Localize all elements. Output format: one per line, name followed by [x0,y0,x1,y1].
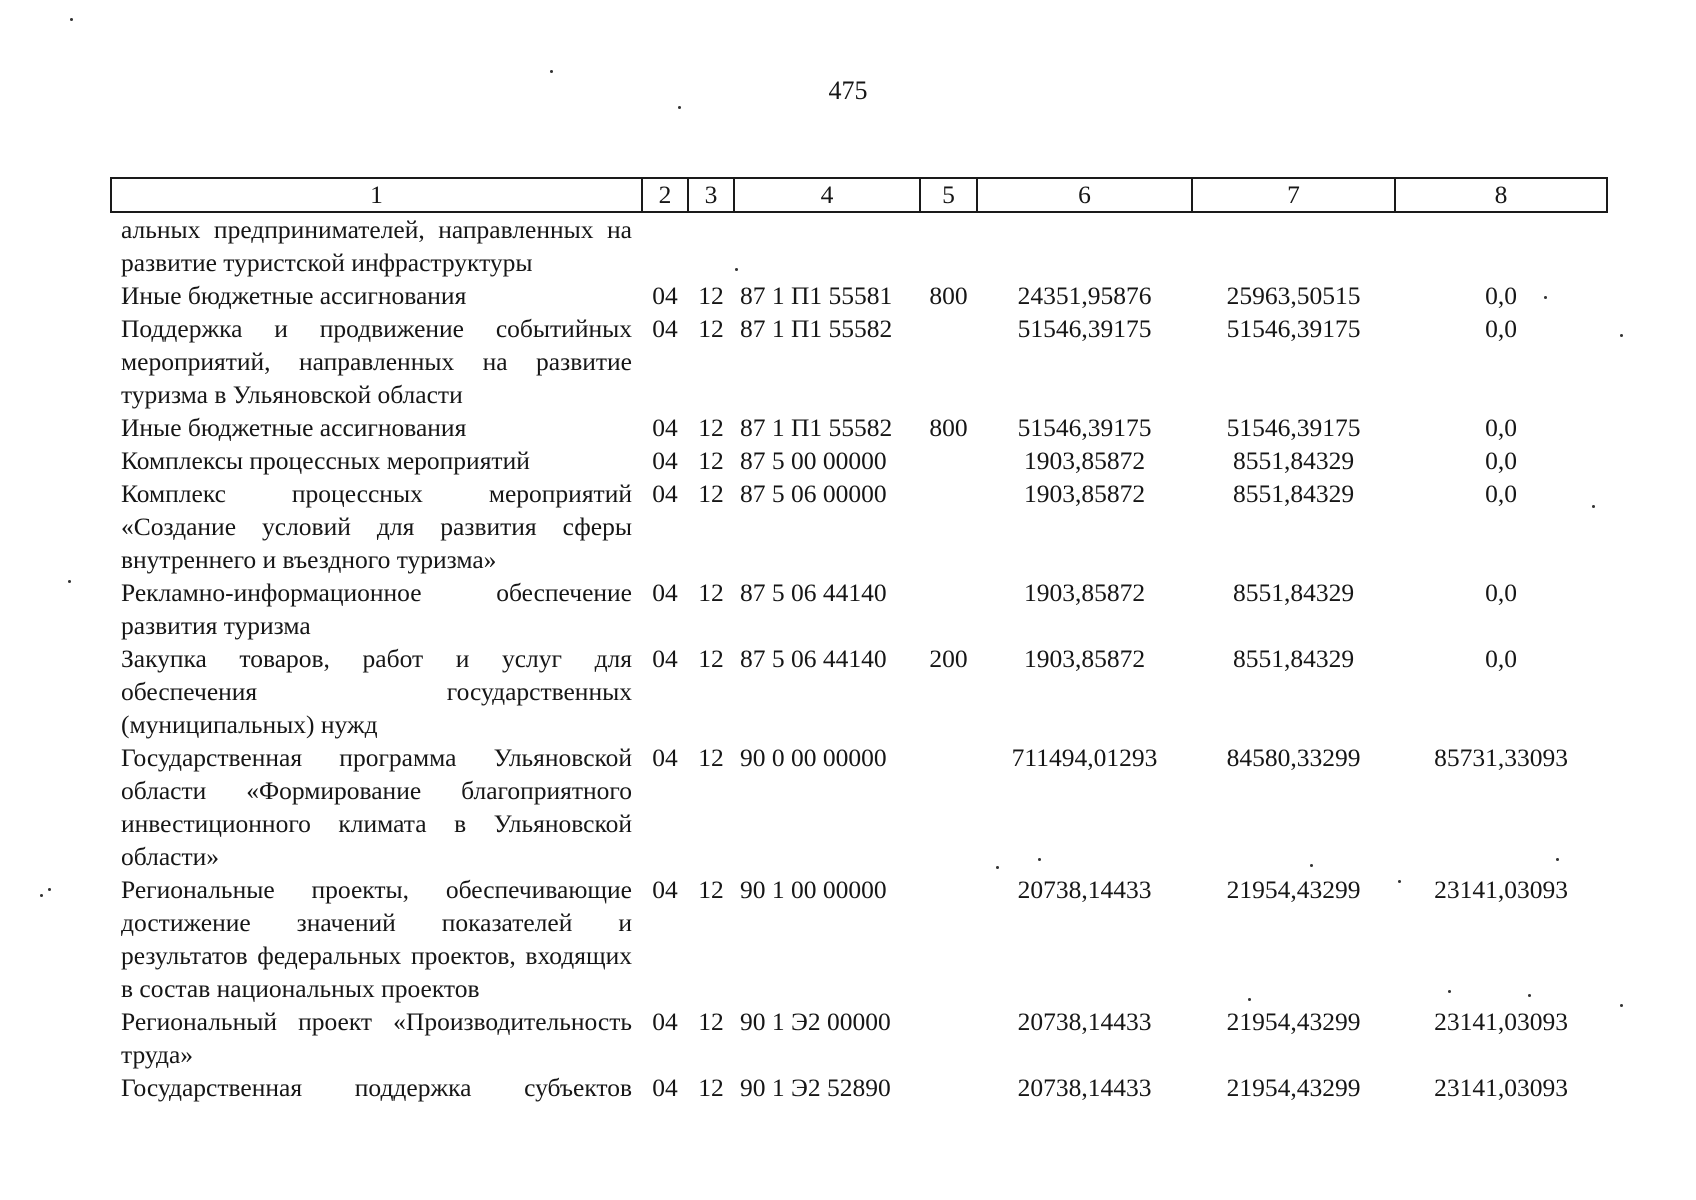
row-value-6: 1903,85872 [1023,479,1146,508]
row-expense-type [920,312,977,411]
scan-speck [996,866,999,869]
row-expense-type [920,212,977,279]
row-expense-type [920,1005,977,1071]
column-header: 3 [688,178,734,212]
column-header: 6 [977,178,1192,212]
row-subsection [688,212,734,279]
row-code: 87 5 06 00000 [740,479,887,508]
scan-speck [550,70,553,73]
column-header: 5 [920,178,977,212]
row-expense-type [920,741,977,873]
row-subsection: 12 [698,281,724,310]
row-value-6: 1903,85872 [1023,446,1146,475]
row-section: 04 [652,413,678,442]
row-value-7: 21954,43299 [1226,1073,1361,1102]
row-section: 04 [652,644,678,673]
row-value-8: 0,0 [1485,281,1517,310]
row-subsection: 12 [698,1007,724,1036]
table-row [111,477,1607,576]
row-expense-type: 200 [929,644,968,673]
row-value-7: 8551,84329 [1232,578,1355,607]
table-row [111,1071,1607,1104]
row-section [642,212,688,279]
row-value-6: 51546,39175 [1017,413,1152,442]
row-value-8: 85731,33093 [1434,743,1568,772]
row-expense-type [920,444,977,477]
row-section: 04 [652,743,678,772]
scan-speck [1398,880,1401,883]
row-section: 04 [652,314,678,343]
row-code: 90 1 Э2 52890 [740,1073,891,1102]
scan-speck [1248,998,1251,1001]
budget-table [110,177,1608,1104]
table-row [111,444,1607,477]
row-name: Поддержка и продвижение событийных мероприятий, направленных на развитие туризма в Ульяновской области [121,314,632,409]
row-name: альных предпринимателей, направленных на развитие туристской инфраструктуры [121,215,632,277]
row-value-7: 51546,39175 [1226,413,1361,442]
row-name: Иные бюджетные ассигнования [121,413,467,442]
row-name: Региональные проекты, обеспечивающие достижение значений показателей и результатов федеральных проектов, входящих в состав национальных проектов [121,875,632,1003]
row-name: Закупка товаров, работ и услуг для обеспечения государственных (муниципальных) нужд [121,644,632,739]
scan-speck [1528,994,1531,997]
row-name: Государственная поддержка субъектов [121,1073,632,1102]
row-name: Государственная программа Ульяновской области «Формирование благоприятного инвестиционного климата в Ульяновской области» [121,743,632,871]
scan-speck [40,894,43,897]
row-code: 87 5 00 00000 [740,446,887,475]
row-name: Комплекс процессных мероприятий «Создание условий для развития сферы внутреннего и въездного туризма» [121,479,632,574]
row-code: 87 5 06 44140 [740,644,887,673]
row-value-8: 0,0 [1485,644,1517,673]
column-header: 8 [1395,178,1607,212]
table-row [111,312,1607,411]
row-expense-type [920,873,977,1005]
row-name: Комплексы процессных мероприятий [121,446,530,475]
row-code: 90 0 00 00000 [740,743,887,772]
row-code: 87 1 П1 55582 [740,314,893,343]
row-value-6: 711494,01293 [1011,743,1158,772]
table-row [111,1005,1607,1071]
scan-speck [1592,505,1595,508]
scan-speck [70,18,73,21]
column-header: 1 [111,178,642,212]
row-value-8: 0,0 [1485,446,1517,475]
column-header: 4 [734,178,920,212]
row-section: 04 [652,875,678,904]
row-value-7: 8551,84329 [1232,446,1355,475]
row-name: Региональный проект «Производительность труда» [121,1007,632,1069]
column-header: 2 [642,178,688,212]
scan-speck [1556,858,1559,861]
row-value-6: 1903,85872 [1023,644,1146,673]
row-subsection: 12 [698,314,724,343]
row-expense-type [920,576,977,642]
row-value-8: 0,0 [1485,314,1517,343]
scan-speck [68,580,71,583]
row-section: 04 [652,1073,678,1102]
row-name: Рекламно-информационное обеспечение развития туризма [121,578,632,640]
row-value-7: 21954,43299 [1226,875,1361,904]
row-value-8: 23141,03093 [1434,1007,1568,1036]
table-row [111,873,1607,1005]
row-name: Иные бюджетные ассигнования [121,281,467,310]
row-value-8: 23141,03093 [1434,1073,1568,1102]
row-value-6: 20738,14433 [1017,1007,1152,1036]
scan-speck [1544,296,1547,299]
scan-speck [1310,864,1313,867]
row-expense-type: 800 [929,413,968,442]
row-value-8: 0,0 [1485,578,1517,607]
row-subsection: 12 [698,644,724,673]
row-value-7: 8551,84329 [1232,644,1355,673]
row-code: 87 1 П1 55582 [740,413,893,442]
row-expense-type [920,477,977,576]
row-code: 87 5 06 44140 [740,578,887,607]
row-value-6: 51546,39175 [1017,314,1152,343]
scan-speck [1448,990,1451,993]
row-subsection: 12 [698,413,724,442]
row-subsection: 12 [698,743,724,772]
row-subsection: 12 [698,875,724,904]
row-section: 04 [652,281,678,310]
row-value-6: 1903,85872 [1023,578,1146,607]
row-value-7: 8551,84329 [1232,479,1355,508]
row-subsection: 12 [698,578,724,607]
row-value-8: 23141,03093 [1434,875,1568,904]
scan-speck [48,888,51,891]
column-header: 7 [1192,178,1395,212]
row-code [734,212,920,279]
table-row [111,642,1607,741]
row-subsection: 12 [698,1073,724,1102]
scan-speck [1620,334,1623,337]
row-value-7 [1192,212,1395,279]
row-value-6: 20738,14433 [1017,875,1152,904]
row-expense-type: 800 [929,281,968,310]
table-row [111,576,1607,642]
row-value-7: 21954,43299 [1226,1007,1361,1036]
row-section: 04 [652,1007,678,1036]
scan-speck [1620,1004,1623,1007]
row-section: 04 [652,479,678,508]
row-value-8: 0,0 [1485,413,1517,442]
row-subsection: 12 [698,446,724,475]
row-code: 87 1 П1 55581 [740,281,893,310]
scan-speck [678,106,681,109]
scan-speck [735,268,738,271]
table-row [111,411,1607,444]
row-value-6: 20738,14433 [1017,1073,1152,1102]
row-value-8: 0,0 [1485,479,1517,508]
page-number: 475 [828,76,868,105]
row-value-7: 84580,33299 [1226,743,1361,772]
scan-speck [1038,858,1041,861]
row-value-7: 51546,39175 [1226,314,1361,343]
row-value-7: 25963,50515 [1226,281,1361,310]
row-section: 04 [652,578,678,607]
row-value-6 [977,212,1192,279]
row-code: 90 1 Э2 00000 [740,1007,891,1036]
header-row [111,178,1607,212]
row-value-6: 24351,95876 [1017,281,1152,310]
row-subsection: 12 [698,479,724,508]
row-expense-type [920,1071,977,1104]
row-code: 90 1 00 00000 [740,875,887,904]
table-row [111,741,1607,873]
row-value-8 [1395,212,1607,279]
table-row [111,212,1607,279]
table-row [111,279,1607,312]
row-section: 04 [652,446,678,475]
